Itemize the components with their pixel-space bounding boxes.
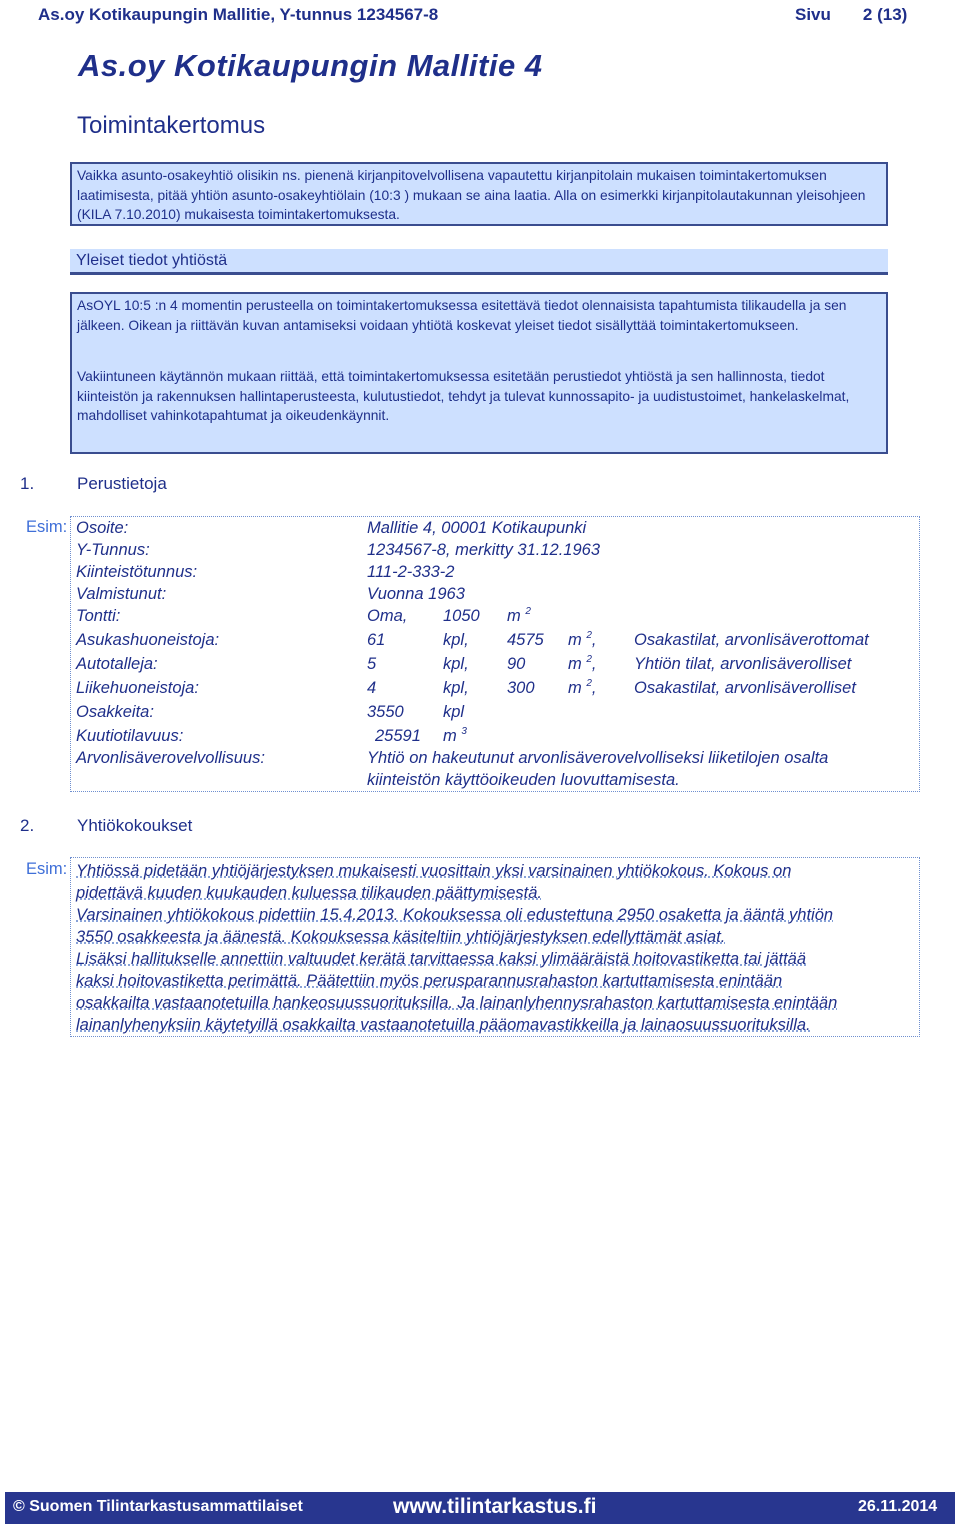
info-label: Kiinteistötunnus: <box>76 563 198 581</box>
info-kpl: kpl, <box>443 679 469 697</box>
info-row-shares <box>71 703 919 725</box>
meetings-line: Varsinainen yhtiökokous pidettiin 15.4.2013. Kokouksessa oli edustettuna 2950 osaketta ja ääntä yhtiön <box>76 906 834 924</box>
info-row-property-id <box>71 563 919 585</box>
meetings-line: Yhtiössä pidetään yhtiöjärjestyksen mukaisesti vuosittain yksi varsinainen yhtiökokous. Kokous on <box>76 862 792 880</box>
meetings-box <box>70 857 920 1037</box>
info-unit: m $^3$ <box>443 726 467 745</box>
info-kpl: kpl, <box>443 631 469 649</box>
general-info-heading: Yleiset tiedot yhtiöstä <box>70 249 888 275</box>
info-label: Arvonlisäverovelvollisuus: <box>76 749 265 767</box>
footer-website-link[interactable]: www.tilintarkastus.fi <box>393 1495 597 1518</box>
info-note: Osakastilat, arvonlisäverottomat <box>634 631 869 649</box>
info-row-apartments <box>71 631 919 653</box>
info-label: Osoite: <box>76 519 129 537</box>
info-label: Osakkeita: <box>76 703 154 721</box>
info-value: kiinteistön käyttöoikeuden luovuttamisesta. <box>367 771 680 789</box>
info-row-volume <box>71 727 919 749</box>
general-info-para-1: AsOYL 10:5 :n 4 momentin perusteella on toimintakertomuksessa esitettävä tiedot olennaisista tapahtumista tilikaudella ja sen jälkeen. Oikean ja riittävän kuvan antamiseksi voidaan yhtiötä koskevat yleiset tiedot sisällyttää toimintakertomukseen. <box>77 298 847 333</box>
info-label: Autotalleja: <box>76 655 158 673</box>
general-info-para-2: Vakiintuneen käytännön mukaan riittää, että toimintakertomuksessa esitetään perustiedot yhtiöstä ja sen hallinnosta, tiedot kiinteistön ja rakennuksen hallintaperusteesta, kulutustiedot, tehdyt ja tulevat kunnossapito- ja uudistustoimet, hankelaskelmat, mahdolliset vahinkotapahtumat ja oikeudenkäynnit. <box>77 369 850 423</box>
intro-note-box <box>70 162 888 226</box>
page-number: 2 (13) <box>862 5 908 24</box>
info-unit: m $^2$, <box>568 678 597 697</box>
info-label: Y-Tunnus: <box>76 541 150 559</box>
intro-note-text: Vaikka asunto-osakeyhtiö olisikin ns. pienenä kirjanpitovelvollisena vapautettu kirjanpitolain mukaisen toimintakertomuksen laatimisesta, pitää yhtiön asunto-osakeyhtiölain (10:3 ) mukaan se aina laatia. Alla on esimerkki kirjanpitolautakunnan yleisohjeen (KILA 7.10.2010) mukaisesta toimintakertomuksesta. <box>77 168 866 222</box>
header-page-info <box>795 5 907 25</box>
info-area: 90 <box>507 655 526 673</box>
info-row-vat-cont <box>71 771 919 793</box>
info-value: 25591 <box>375 727 421 745</box>
basic-info-box <box>70 516 920 792</box>
info-label: Tontti: <box>76 607 121 625</box>
info-label: Valmistunut: <box>76 585 167 603</box>
info-value: 1234567-8, merkitty 31.12.1963 <box>367 541 600 559</box>
section-1-number: 1. <box>20 474 35 493</box>
info-row-vat <box>71 749 919 771</box>
info-unit: m $^2$, <box>568 630 597 649</box>
document-title: Toimintakertomus <box>77 112 266 139</box>
info-label: Asukashuoneistoja: <box>76 631 220 649</box>
info-kpl: kpl <box>443 703 465 721</box>
info-unit: m $^2$, <box>568 654 597 673</box>
info-count: 4 <box>367 679 377 697</box>
info-row-business-premises <box>71 679 919 701</box>
info-row-plot <box>71 607 919 629</box>
meetings-line: lainanlyhenyksiin käytetyillä osakkailta vastaanotetuilla pääomavastikkeilla ja lainaosuussuorituksilla. <box>76 1016 811 1034</box>
header-company-text: As.oy Kotikaupungin Mallitie, Y-tunnus 1234567-8 <box>38 5 439 24</box>
info-area: 1050 <box>443 607 480 625</box>
info-area: 300 <box>507 679 535 697</box>
meetings-line: 3550 osakkeesta ja äänestä. Kokouksessa käsiteltiin yhtiöjärjestyksen edellyttämät asiat. <box>76 928 726 946</box>
meetings-line: pidettävä kuuden kuukauden kuluessa tilikauden päättymisestä. <box>76 884 542 902</box>
company-logo-text: As.oy Kotikaupungin Mallitie 4 <box>78 48 543 83</box>
info-area: 4575 <box>507 631 544 649</box>
page-label: Sivu <box>795 5 831 24</box>
section-2-esim-label: Esim: <box>26 860 68 878</box>
footer-date: 26.11.2014 <box>858 1498 938 1515</box>
footer-bar <box>5 1492 955 1524</box>
info-row-business-id <box>71 541 919 563</box>
info-row-completed <box>71 585 919 607</box>
info-kpl: kpl, <box>443 655 469 673</box>
info-row-address <box>71 519 919 541</box>
section-1-title: Perustietoja <box>77 474 167 493</box>
general-info-box <box>70 292 888 454</box>
info-label: Kuutiotilavuus: <box>76 727 184 745</box>
info-value: Vuonna 1963 <box>367 585 465 603</box>
info-value: 3550 <box>367 703 404 721</box>
section-2-title: Yhtiökokoukset <box>77 816 193 835</box>
info-row-garages <box>71 655 919 677</box>
meetings-line: kaksi hoitovastiketta perimättä. Päätettiin myös perusparannusrahaston kartuttamisesta enintään <box>76 972 783 990</box>
info-count: 5 <box>367 655 377 673</box>
info-value: Yhtiö on hakeutunut arvonlisäverovelvolliseksi liiketilojen osalta <box>367 749 829 767</box>
section-1-esim-label: Esim: <box>26 518 68 536</box>
meetings-line: Lisäksi hallitukselle annettiin valtuudet kerätä tarvittaessa kaksi ylimääräistä hoitovastiketta tai jättää <box>76 950 807 968</box>
info-unit: m $^2$ <box>507 606 531 625</box>
meetings-line: osakkailta vastaanotetuilla hankeosuussuorituksilla. Ja lainanlyhennysrahaston kartuttamisesta enintään <box>76 994 838 1012</box>
info-note: Osakastilat, arvonlisäverolliset <box>634 679 856 697</box>
section-2-number: 2. <box>20 816 35 835</box>
info-label: Liikehuoneistoja: <box>76 679 199 697</box>
footer-copyright: © Suomen Tilintarkastusammattilaiset <box>13 1498 303 1515</box>
info-value: 111-2-333-2 <box>367 563 455 581</box>
info-value: Mallitie 4, 00001 Kotikaupunki <box>367 519 587 537</box>
info-note: Yhtiön tilat, arvonlisäverolliset <box>634 655 852 673</box>
info-count: 61 <box>367 631 386 649</box>
info-value: Oma, <box>367 607 408 625</box>
